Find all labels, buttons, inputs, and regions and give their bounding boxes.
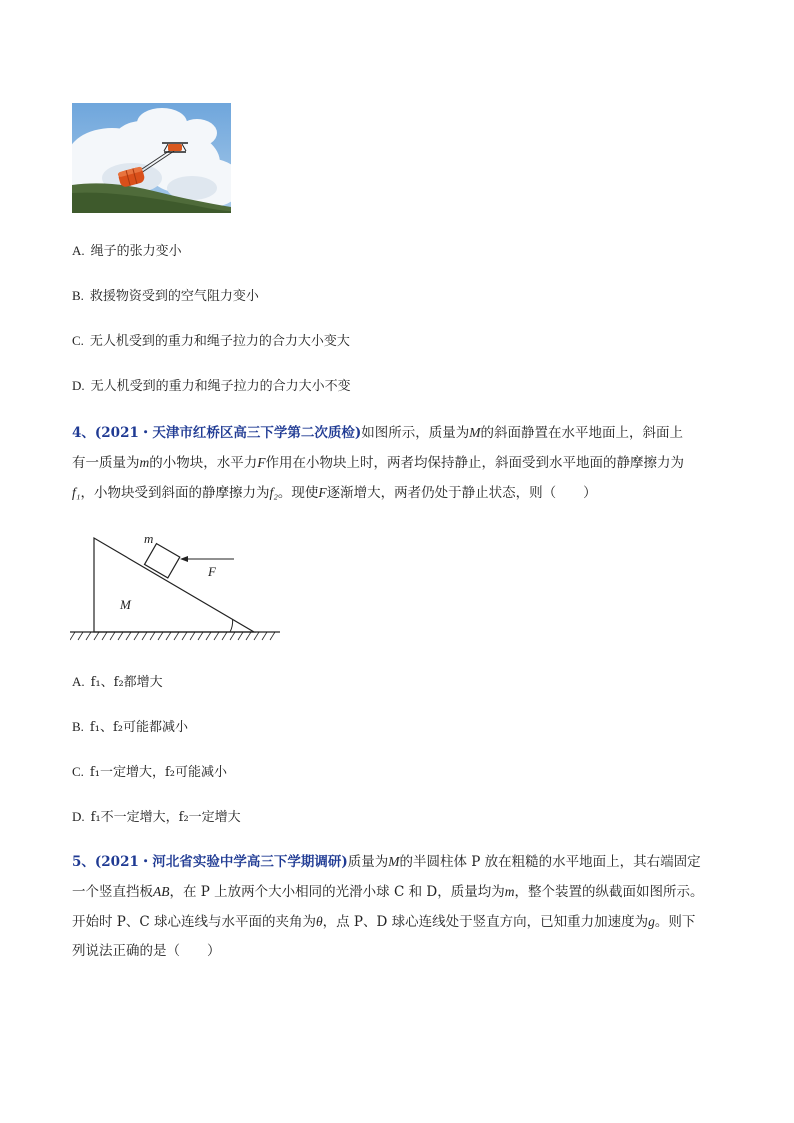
q5-number: 5、 [72, 854, 95, 870]
q3-option-c: C. 无人机受到的重力和绳子拉力的合力大小变大 [72, 333, 350, 349]
q5-line-2: 一个竖直挡板AB，在 P 上放两个大小相同的光滑小球 C 和 D，质量均为m，整个装置的纵截面如图所示。 [72, 884, 704, 900]
q4-option-c: C. f₁一定增大，f₂可能减小 [72, 764, 227, 780]
q4-number: 4、 [72, 425, 95, 441]
q3-option-d: D. 无人机受到的重力和绳子拉力的合力大小不变 [72, 378, 351, 394]
q4-option-a: A. f₁、f₂都增大 [72, 674, 163, 690]
incline-diagram [70, 530, 285, 648]
q4-line-1: 4、(2021・天津市红桥区高三下学第二次质检)如图所示，质量为M的斜面静置在水平地面上，斜面上 [72, 425, 684, 441]
q4-source: (2021・天津市红桥区高三下学第二次质检) [94, 425, 362, 441]
q3-option-a: A. 绳子的张力变小 [72, 243, 182, 259]
q5-stem [72, 847, 722, 966]
mass-m-label: m [144, 531, 154, 546]
q4-stem [72, 418, 722, 508]
q4-option-b: B. f₁、f₂可能都减小 [72, 719, 188, 735]
q4-option-d: D. f₁不一定增大，f₂一定增大 [72, 809, 241, 825]
q5-line-4: 列说法正确的是（ ） [72, 943, 221, 959]
q3-option-b: B. 救援物资受到的空气阻力变小 [72, 288, 259, 304]
q5-line-3: 开始时 P、C 球心连线与水平面的夹角为θ，点 P、D 球心连线处于竖直方向，已知重力加速度为g。则下 [72, 914, 696, 930]
q4-line-2: 有一质量为m的小物块，水平力F作用在小物块上时，两者均保持静止，斜面受到水平地面的静摩擦力为 [72, 455, 684, 471]
q4-line-3: f₁，小物块受到斜面的静摩擦力为f₂。现使F逐渐增大，两者仍处于静止状态，则（ ） [72, 485, 597, 501]
force-f-label: F [208, 564, 216, 579]
drone-photo [72, 103, 231, 213]
mass-big-m-label: M [120, 597, 131, 612]
q5-source: (2021・河北省实验中学高三下学期调研) [94, 854, 348, 870]
q5-line-1: 5、(2021・河北省实验中学高三下学期调研)质量为M的半圆柱体 P 放在粗糙的水平地面上，其右端固定 [72, 854, 701, 870]
